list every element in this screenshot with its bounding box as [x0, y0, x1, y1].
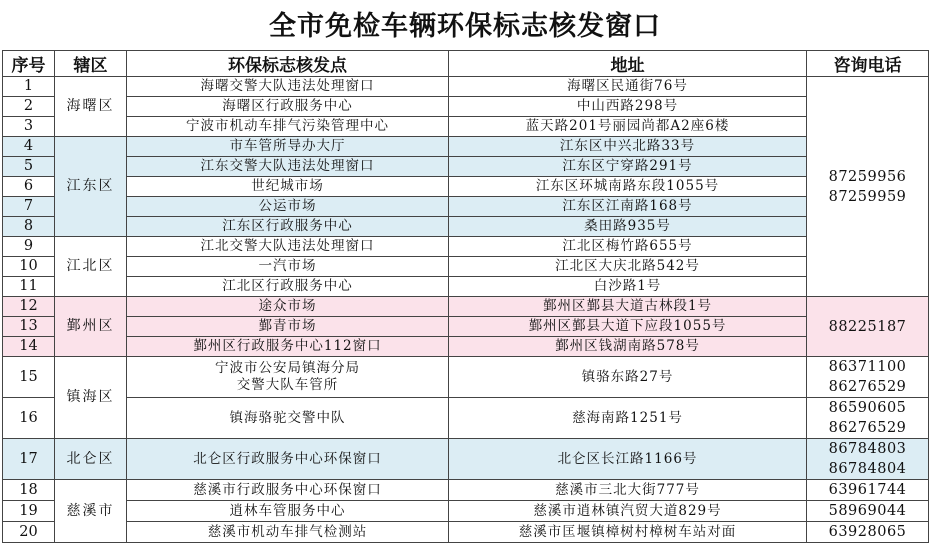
phone-cell: 63928065	[807, 522, 929, 543]
issuing-point-cell: 江东交警大队违法处理窗口	[127, 157, 449, 177]
phone-cell: 88225187	[807, 297, 929, 357]
inspection-windows-table	[2, 50, 929, 543]
district-cell: 镇海区	[55, 357, 127, 439]
address-cell: 江北区梅竹路655号	[449, 237, 807, 257]
issuing-point-cell: 江北交警大队违法处理窗口	[127, 237, 449, 257]
table-row	[3, 157, 929, 177]
row-number: 18	[3, 480, 55, 501]
address-cell: 北仑区长江路1166号	[449, 439, 807, 480]
table-row	[3, 501, 929, 522]
table-row	[3, 117, 929, 137]
issuing-point-cell: 海曙区行政服务中心	[127, 97, 449, 117]
phone-number: 86784804	[828, 461, 907, 477]
address-cell: 江东区江南路168号	[449, 197, 807, 217]
phone-cell: 63961744	[807, 480, 929, 501]
table-row	[3, 237, 929, 257]
table-row	[3, 297, 929, 317]
table-header-row	[3, 51, 929, 77]
header-phone: 咨询电话	[807, 51, 929, 77]
table-row	[3, 480, 929, 501]
row-number: 8	[3, 217, 55, 237]
issuing-point-cell: 江北区行政服务中心	[127, 277, 449, 297]
address-cell: 慈海南路1251号	[449, 398, 807, 439]
row-number: 12	[3, 297, 55, 317]
header-district: 辖区	[55, 51, 127, 77]
header-address: 地址	[449, 51, 807, 77]
table-row	[3, 439, 929, 480]
phone-number: 86371100	[828, 359, 907, 375]
table-row	[3, 77, 929, 97]
row-number: 17	[3, 439, 55, 480]
row-number: 2	[3, 97, 55, 117]
address-cell: 江东区宁穿路291号	[449, 157, 807, 177]
district-cell: 慈溪市	[55, 480, 127, 543]
issuing-point-cell: 世纪城市场	[127, 177, 449, 197]
issuing-point-cell: 逍林车管服务中心	[127, 501, 449, 522]
phone-number: 86784803	[828, 441, 907, 457]
address-cell: 鄞州区鄞县大道古林段1号	[449, 297, 807, 317]
address-cell: 鄞州区钱湖南路578号	[449, 337, 807, 357]
table-row	[3, 217, 929, 237]
address-cell: 鄞州区鄞县大道下应段1055号	[449, 317, 807, 337]
table-row	[3, 317, 929, 337]
row-number: 5	[3, 157, 55, 177]
address-cell: 慈溪市三北大街777号	[449, 480, 807, 501]
row-number: 13	[3, 317, 55, 337]
row-number: 7	[3, 197, 55, 217]
phone-number: 86276529	[828, 420, 907, 436]
phone-number: 86590605	[828, 400, 907, 416]
issuing-point-cell: 北仑区行政服务中心环保窗口	[127, 439, 449, 480]
issuing-point-line: 宁波市公安局镇海分局	[215, 360, 360, 376]
row-number: 10	[3, 257, 55, 277]
issuing-point-cell: 镇海骆驼交警中队	[127, 398, 449, 439]
address-cell: 慈溪市逍林镇汽贸大道829号	[449, 501, 807, 522]
address-cell: 江北区大庆北路542号	[449, 257, 807, 277]
table-row	[3, 177, 929, 197]
table-row	[3, 277, 929, 297]
address-cell: 中山西路298号	[449, 97, 807, 117]
phone-number: 86276529	[828, 379, 907, 395]
header-issuing-point: 环保标志核发点	[127, 51, 449, 77]
address-cell: 海曙区民通街76号	[449, 77, 807, 97]
issuing-point-line: 交警大队车管所	[236, 377, 339, 393]
issuing-point-cell	[127, 357, 449, 398]
phone-cell	[807, 398, 929, 439]
row-number: 14	[3, 337, 55, 357]
row-number: 6	[3, 177, 55, 197]
row-number: 1	[3, 77, 55, 97]
district-cell: 鄞州区	[55, 297, 127, 357]
row-number: 11	[3, 277, 55, 297]
issuing-point-cell: 一汽市场	[127, 257, 449, 277]
address-cell: 镇骆东路27号	[449, 357, 807, 398]
phone-cell	[807, 77, 929, 297]
row-number: 15	[3, 357, 55, 398]
header-number: 序号	[3, 51, 55, 77]
district-cell: 北仑区	[55, 439, 127, 480]
phone-number: 87259956	[828, 168, 907, 185]
table-row	[3, 398, 929, 439]
page-title: 全市免检车辆环保标志核发窗口	[269, 10, 661, 42]
row-number: 4	[3, 137, 55, 157]
issuing-point-cell: 江东区行政服务中心	[127, 217, 449, 237]
phone-cell	[807, 357, 929, 398]
table-row	[3, 197, 929, 217]
issuing-point-cell: 慈溪市行政服务中心环保窗口	[127, 480, 449, 501]
table-row	[3, 522, 929, 543]
address-cell: 白沙路1号	[449, 277, 807, 297]
table-row	[3, 357, 929, 398]
issuing-point-cell: 慈溪市机动车排气检测站	[127, 522, 449, 543]
issuing-point-cell: 海曙交警大队违法处理窗口	[127, 77, 449, 97]
table-row	[3, 257, 929, 277]
issuing-point-cell: 公运市场	[127, 197, 449, 217]
row-number: 20	[3, 522, 55, 543]
address-cell: 江东区中兴北路33号	[449, 137, 807, 157]
district-cell: 江北区	[55, 237, 127, 297]
district-cell: 江东区	[55, 137, 127, 237]
phone-cell: 58969044	[807, 501, 929, 522]
table-row	[3, 337, 929, 357]
address-cell: 江东区环城南路东段1055号	[449, 177, 807, 197]
address-cell: 慈溪市匡堰镇樟树村樟树车站对面	[449, 522, 807, 543]
row-number: 9	[3, 237, 55, 257]
district-cell: 海曙区	[55, 77, 127, 137]
issuing-point-cell: 宁波市机动车排气污染管理中心	[127, 117, 449, 137]
issuing-point-cell: 鄞州区行政服务中心112窗口	[127, 337, 449, 357]
row-number: 3	[3, 117, 55, 137]
row-number: 19	[3, 501, 55, 522]
issuing-point-cell: 市车管所导办大厅	[127, 137, 449, 157]
issuing-point-cell: 鄞青市场	[127, 317, 449, 337]
row-number: 16	[3, 398, 55, 439]
table-row	[3, 97, 929, 117]
address-cell: 蓝天路201号丽园尚都A2座6楼	[449, 117, 807, 137]
table-row	[3, 137, 929, 157]
phone-cell	[807, 439, 929, 480]
issuing-point-cell: 途众市场	[127, 297, 449, 317]
address-cell: 桑田路935号	[449, 217, 807, 237]
phone-number: 87259959	[828, 188, 907, 205]
